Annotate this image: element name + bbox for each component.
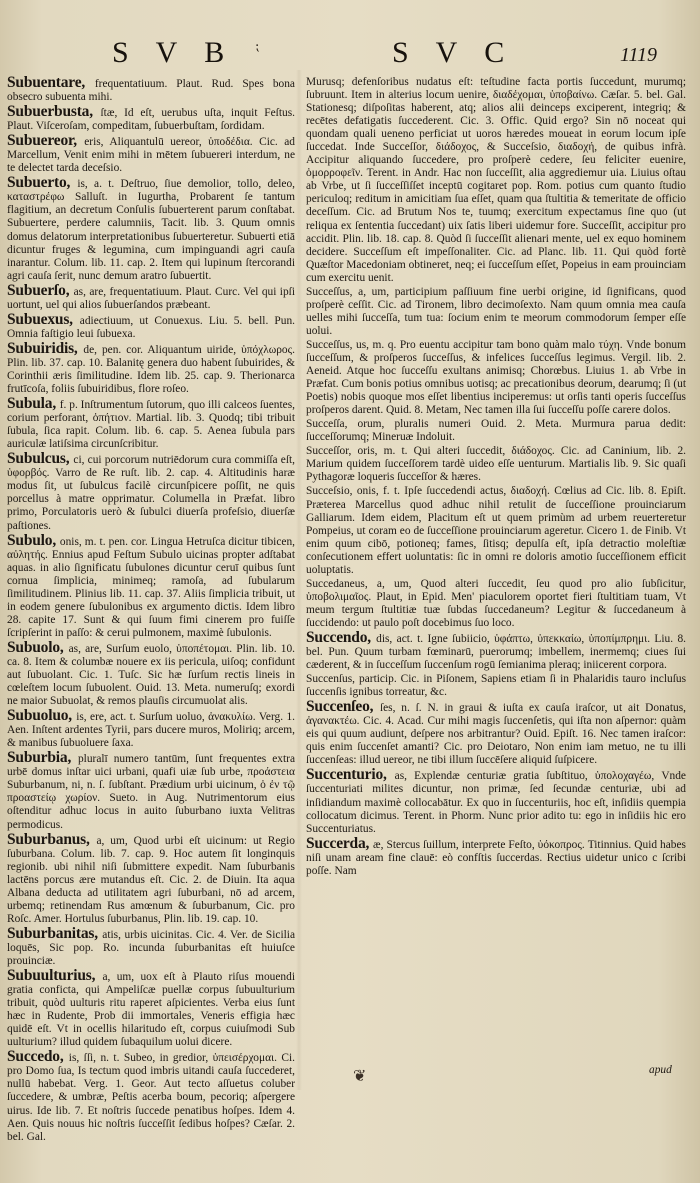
dictionary-entry: [306, 286, 686, 338]
entry-definition: a, um, uox eſt à Plauto riſus mouendi gratia conficta, qui Ampeliſcæ puellæ corpus ſubuulturium tribuit, quòd uulturis ritu raperet aſpicientes. Verba eius ſunt hæc in Rudente, Prob dii immortales, Veneris effigia hæc quidē eſt. Vt in ocellis hilaritudo eſt, corpus cuiuſmodi Sub uulturium? illud quidem ſubaquilum uolui dicere.: [7, 971, 295, 1049]
printer-ornament: ❦: [353, 1068, 367, 1085]
entry-definition: as, are, Surſum euolo, ὑποπέτομαι. Plin. lib. 10. ca. 8. Item & columbæ nouere ex iis pericula, uiſoq; confidunt aut ſubuolant. Cic. 1. Tuſc. Sic hæ ſurſum rectis lineis in cœleſtem locum ſubuolent. Ouid. 13. Meta. numeruſq; exordi ne maior Subuolat, & remos plauſis circumuolat alis.: [7, 642, 295, 708]
entry-headword: Subuereor,: [7, 132, 85, 150]
dictionary-entry: [306, 445, 686, 484]
entry-definition: is, ere, act. t. Surſum uoluo, ἀνακυλίω. Verg. 1. Aen. Inſtent ardentes Tyrii, pars ducere muros, Moliriq; arcem, & manibus ſubuoluere ſaxa.: [7, 711, 295, 750]
entry-headword: Subulo,: [7, 531, 60, 549]
dictionary-entry: [7, 751, 295, 831]
dictionary-entry: [306, 700, 686, 767]
entry-headword: Subuiridis,: [7, 339, 84, 357]
entry-headword: Subuerbusta,: [7, 103, 101, 121]
dictionary-entry: [7, 830, 295, 926]
page-number: 1119: [620, 44, 658, 66]
entry-headword: Succenſeo,: [306, 698, 380, 716]
entry-definition: Succenſus, particip. Cic. in Piſonem, Sapiens etiam ſi in Phalaridis tauro incluſus ſuccenſis ignibus torreatur, &c.: [306, 673, 686, 699]
dictionary-entry: [306, 76, 686, 285]
dictionary-entry: [306, 485, 686, 576]
entry-headword: Subula,: [7, 395, 60, 413]
right-running-head: S V C: [392, 36, 515, 69]
entry-headword: Subuoluo,: [7, 707, 77, 725]
dictionary-entry: [7, 310, 295, 341]
dictionary-entry: [306, 339, 686, 417]
dictionary-entry: [306, 418, 686, 444]
entry-definition: de, pen. cor. Aliquantum uiride, ὑπόχλωρος. Plin. lib. 37. cap. 10. Balanitę genera duo habent ſubuirides, & Corinthii æris ſimilitudine. Idem lib. 25. cap. 9. Therionarca frutīcoſa, foliis ſubuiridibus, flore roſeo.: [7, 343, 295, 396]
dictionary-entry: [7, 452, 295, 532]
entry-definition: adiectiuum, ut Conuexus. Liu. 5. bell. Pun. Omnia faſtigio leui ſubuexa.: [7, 314, 295, 340]
dictionary-entry: [7, 709, 295, 750]
dictionary-entry: [306, 673, 686, 699]
entry-definition: Succeſſor, oris, m. t. Qui alteri ſuccedit, διάδοχος. Cic. ad Caninium, lib. 2. Marium quidem ſucceſſorem tardè uideo eſſe uenturum. Martialis lib. 9. Sic quaſi Pythagoræ loqueris ſucceſſor & hæres.: [306, 445, 686, 484]
entry-definition: is, ſſi, n. t. Subeo, in gredior, ὑπεισέρχομαι. Ci. pro Domo ſua, Is tectum quod imbris uitandi cauſa ſuccederet, nullū habebat. Verg. 1. Geor. Aut tecto aſſuetus coluber ſuccedere, & umbræ, Peſtis acerba boum, pecoriq; aſpergere uirus. Ide lib. 7. Et noſtris ſuccede penatibus hoſpes. Idem 4. Aen. Quis nouus hic noſtris ſucceſſit ſedibus hoſpes? Cæſar. 2. bel. Gal.: [7, 1052, 295, 1143]
entry-definition: ci, cui porcorum nutriēdorum cura commiſſa eſt, ὑφορβός. Varro de Re ruſt. lib. 2. cap. 4. Altitudinis haræ modus ſit, ut ſubulcus facilè circunſpicere poſſit, ne quis porcellus à matre opprimatur. Columella in Præfat. libro primo, Porculatoris uerò & ſubulci diuerſa profeſsio, diuerſæ paſtiones.: [7, 454, 295, 532]
entry-definition: Succeſsio, onis, f. t. Ipſe ſuccedendi actus, διαδοχή. Cœlius ad Cic. lib. 8. Epiſt. Præterea Marcellus quod adhuc nihil retulit de ſucceſſione prouinciarum Galliarum. Idem eidem, Placitum eſt ut quem primùm ad urbem reuerteretur Pompeius, ut coram eo de ſucceſſione prouinciarum ageretur. Cicero 1. de Finib. Vt enim quum cibō, potioneq; fames, ſitisq; depulſa eſt, ipſa detractio moleſtiæ conſecutionem effert uoluntatis: ſic in omni re doloris amotio ſucceſſionem efficit uoluptatis.: [306, 485, 686, 576]
entry-definition: f. p. Inſtrumentum ſutorum, quo illi calceos ſuentes, corium perforant, ὀπήτιον. Martial. lib. 3. Quodq; tibi tribuit ſubula, ſica rapit. Colum. lib. 6. cap. 5. Aenea ſubula pars auriculæ latiſsima circunſcribitur.: [7, 399, 295, 451]
dictionary-entry: [7, 638, 295, 708]
entry-definition: dis, act. t. Igne ſubiicio, ὑφάπτω, ὑπεκκαίω, ὑποπίμπρημι. Liu. 8. bel. Pun. Quum turbam fœminarū, puerorumq; imbellem, inermemq; ciues ſui cæderent, & in ſucceſſum ſuccenſum rogū ſemianima pleraq; iniicerent corpora.: [306, 632, 686, 672]
dictionary-entry: [7, 76, 295, 104]
dictionary-entry: [306, 834, 686, 878]
dictionary-entry: [7, 281, 295, 312]
entry-definition: eris, Aliquantulū uereor, ὑποδέδια. Cic. ad Marcellum, Venit enim mihi in mētem ſubuereri interdum, ne te delectet tarda deceſsio.: [7, 136, 295, 175]
entry-definition: Succeſſus, a, um, participium paſſiuum fine uerbi origine, id ſignificans, quod proſperè ceſſit. Cic. ad Tironem, libro decimoſexto. Nam quum omnia mea cauſa uelles mihi ſucceſſa, tum tua: ſocium enim te meorum commodorum ſemper eſſe uolui.: [306, 285, 686, 337]
entry-definition: Succedaneus, a, um, Quod alteri ſuccedit, ſeu quod pro alio ſubſicitur, ὑποβολιμαῖος. Plaut, in Epid. Men' piaculorem oportet fieri ſtultitiam tuam, Vt meum tergum ſtultitiæ tuæ ſubdas ſuccedaneum? Legitur & ſuccedaneum à ſuccidendo: ut paulo poſt docebimus ſuo loco.: [306, 577, 686, 629]
entry-definition: Succeſſa, orum, pluralis numeri Ouid. 2. Meta. Murmura parua dedit: ſucceſſorumq; Mineruæ Indoluit.: [306, 418, 686, 444]
entry-headword: Subuulturius,: [7, 967, 103, 985]
dictionary-entry: [7, 105, 295, 133]
entry-definition: Murusq; defenſoribus nudatus eſt: teſtudine facta portis ſuccedunt, murumq; ſubruunt. Item in alterius locum uenire, διαδέχομαι, ὑποβαίνω. Cæſar. 5. bel. Gal. Stationesq; diſpoſitas haberent, atq; alios alii deinceps exciperent, integriq; & recētes defatigatis ſuccederent. Cic. 3. Offic. Quid ergo? Sin nō noceat qui quondam quali ueneno perficiat ut uoros hæredes moueat in eorum locum ipſe ſuccedat. Inde Succeſſor, διάδοχος, & Succeſsio, διαδοχή, de quibus infrà. Accipitur aliquando ſuccedere, pro proſperè cedere, ſeu feliciter euenire, ὁμορροφεῖν. Terent. in Andr. Hac non ſucceſſit, alia aggrediemur uia. Liuius oſtau ab Vrbe, ut ſi ſucceſſiſſet inceptū cogitaret pop. Rom. potius cum quanto ſtudio periculoq; reditum in amicitiam ſua eſſet, quam qua ſtultitia & temeritate de officio deceſſum. Cic. ad Brutum Nos te, tuumq; exercitum expectamus ſine quo (ut reliqua ex ſententia ſuccedant) uix ſatis liberi uidemur fore. Succeſſit, accipitur pro accidit. Plin. lib. 18. cap. 8. Quòd ſi ſucceſſit alienari mente, uel ex equo hominem decidere. Succeſſum eſt impeſſonaliter. Cic. ad Planc. lib. 11. Qui quòd fortè Quæſtor Macedoniam obtineret, neq; ei ſucceſſum eſſet, Popeius in eam prouinciam cum exercitu uenit.: [306, 76, 686, 284]
entry-definition: atis, urbis uicinitas. Cic. 4. Ver. de Sicilia loquēs, Sic pop. Ro. incunda ſuburbanitas eſt huiuſce prouinciæ.: [7, 928, 295, 967]
left-column: [7, 76, 295, 1145]
entry-headword: Suburbanus,: [7, 830, 97, 848]
left-running-head: S V B: [112, 36, 235, 69]
entry-headword: Succedo,: [7, 1048, 69, 1066]
entry-definition: is, a. t. Deſtruo, ſiue demolior, tollo, deleo, καταστρέφω Salluſt. in Iugurtha, Probarent ſe tantum flagitium, an decretum Conſulis ſubuerterent parum conſtabat. Subuertere, perdere calumniis, Tacit. lib. 3. Quum omnis domus delatorum interpretationibus ſubuerteretur. Subuerti etiā dicuntur fruges & legumina, cum impinguandi agri cauſa inarantur. Colum. lib. 11. cap. 2. Item qui lupinum ſtercorandi agri cauſa ſerit, nunc demum aratro ſubuertit.: [7, 178, 296, 282]
entry-headword: Subuerſo,: [7, 281, 74, 299]
dictionary-entry: [7, 1050, 295, 1143]
entry-headword: Succenturio,: [306, 766, 395, 784]
entry-headword: Suburbia,: [7, 749, 78, 767]
entry-headword: Succendo,: [306, 628, 377, 646]
dictionary-entry: [7, 924, 295, 968]
dictionary-entry: [7, 339, 295, 396]
margin-mark: ⁏: [255, 38, 260, 53]
dictionary-entry: [7, 397, 295, 451]
entry-headword: Subuentare,: [7, 74, 95, 91]
entry-headword: Succerda,: [306, 834, 374, 852]
entry-definition: as, are, frequentatiuum. Plaut. Curc. Vel qui ipſi uortunt, uel qui alios ſubuerſandos præbeant.: [7, 285, 295, 311]
dictionary-entry: [7, 969, 295, 1049]
entry-headword: Suburbanitas,: [7, 924, 103, 942]
entry-definition: Succeſſus, us, m. q. Pro euentu accipitur tam bono quàm malo τύχη. Vnde bonum ſucceſſum, & proſperos ſucceſſus, & infelices ſucceſſus legimus. Vergil. lib. 2. Aeneid. Atque hoc ſucceſſu exultans animisq; Chorœbus. Liuius 1. ab Vrbe in Præfat. Cum bonis potius omnibus uotisq; ac precationibus deorum, dearumq; ſi (ut Poetis) nobis quoque mos eſſet libentius inciperemus: ut orſis tanti operis ſucceſſus proſperos darent. Quid. 8. Metam, Nec tamen illa ſui ſucceſſu poſſe carere dolos.: [306, 338, 686, 417]
dictionary-entry: [7, 176, 295, 282]
dictionary-entry: [7, 531, 295, 640]
column-gutter: [296, 70, 302, 1090]
dictionary-entry: [7, 134, 295, 175]
catchword: apud: [649, 1064, 672, 1076]
right-column: [306, 76, 686, 879]
entry-definition: ſes, n. ſ. N. in graui & iuſta ex cauſa iraſcor, ut ait Donatus, ἀγανακτέω. Cic. 4. Acad. Cur mihi magis ſuccenſetis, qui iſta non aſpernor: quàm eis qui quum audiunt, deſpere nos arbitrantur? Ouid. Epiſt. 16. Nec tamen iraſcor: quis enim ſuccenſet amanti? Cic. pro Deiotaro, Non enim iam metuo, ne tu illi ſuccenſeas: illud uereor, ne tibi illum ſuccēſere aliquid ſuſpicere.: [306, 702, 686, 767]
entry-definition: as, Explendæ centuriæ gratia ſubſtituo, ὑπολοχαγέω, Vnde ſuccenturiati milites dicuntur, non primæ, ſed ſecundæ centuriæ, ubi ad inſidiandum maximè collocabātur. Ex quo in ſuccenturiis, hoc eſt, inſidiis quempia collocatum dicimus. Terent. in Phorm. Nunc prior adito tu: ego in inſidiis hic ero Succenturiatus.: [306, 770, 686, 835]
dictionary-entry: [306, 578, 686, 630]
entry-headword: Subuerto,: [7, 174, 78, 192]
dictionary-entry: [306, 768, 686, 835]
entry-headword: Subulcus,: [7, 450, 74, 468]
dictionary-entry: [306, 628, 686, 672]
entry-headword: Subuolo,: [7, 638, 69, 656]
entry-headword: Subuexus,: [7, 310, 80, 328]
entry-definition: onis, m. t. pen. cor. Lingua Hetruſca dicitur tibicen, αὐλητής. Ennius apud Feſtum Subulo uicinas propter adſtabat aquas. in alio ſignificatu ſubulones dicuntur ceruī quibus ſunt cornua ſimplicia, minimeq; ramoſa, ad ſubularum ſimilitudinem. Plinius lib. 11. cap. 37. Aliis ſimplicia tribuit, ut in eodem genere ſubulonibus ex argumento dictis. Idem libro 28. capite 17. Sunt & qui ſuum fimi cinerem pro fuiſſe ſcripſerint in paſſo: & cerui pulmonem, maximè ſubulonis.: [7, 535, 295, 639]
entry-definition: frequentatiuum. Plaut. Rud. Spes bona obsecro subuenta mihi.: [7, 78, 295, 104]
entry-definition: æ, Stercus ſuillum, interprete Feſto, ὑόκοπρος. Titinnius. Quid habes niſi unam aream fine clauē: eò confſtis ſuccerdas. Rectius uidetur unico c ſcribi poſſe. Nam: [306, 838, 686, 877]
entry-definition: pluralī numero tantūm, ſunt frequentes extra urbē domus inſtar uici urbani, quafi uiæ ſub urbe, προάστεια Suburbanum, ni, n. ſ. ſubſtant. Prædium urbi uicinum, ὁ ἐν τῷ προαστείῳ χωρίον. Sueto. in Aug. Nutrimentorum eius oſtenditur adhuc locus in auito ſuburbano iuxta Velitras permodicus.: [7, 753, 295, 831]
entry-definition: ſtæ, Id eſt, uerubus uſta, inquit Feſtus. Plaut. Viſceroſam, compeditam, ſubuerbuſtam, ſordidam.: [7, 107, 295, 133]
entry-definition: a, um, Quod urbi eſt uicinum: ut Regio ſuburbana. Colum. lib. 7. cap. 9. Hoc autem ſit longinquis regionib. ubi nihil niſi ſubmittere expedit. Nam ſuburbanis lactēns porcus ære mutandus eſt. Cic. 2. de Diuin. Ita aqua Albana deducta ad utilitatem agri ſuburbani, nō ad arcem, urbemq; retinendam Rus amœnum & ſuburbanum, Cic. pro Roſc. Amer. Hortulus ſuburbanus, Plin. lib. 19. cap. 10.: [7, 834, 295, 925]
